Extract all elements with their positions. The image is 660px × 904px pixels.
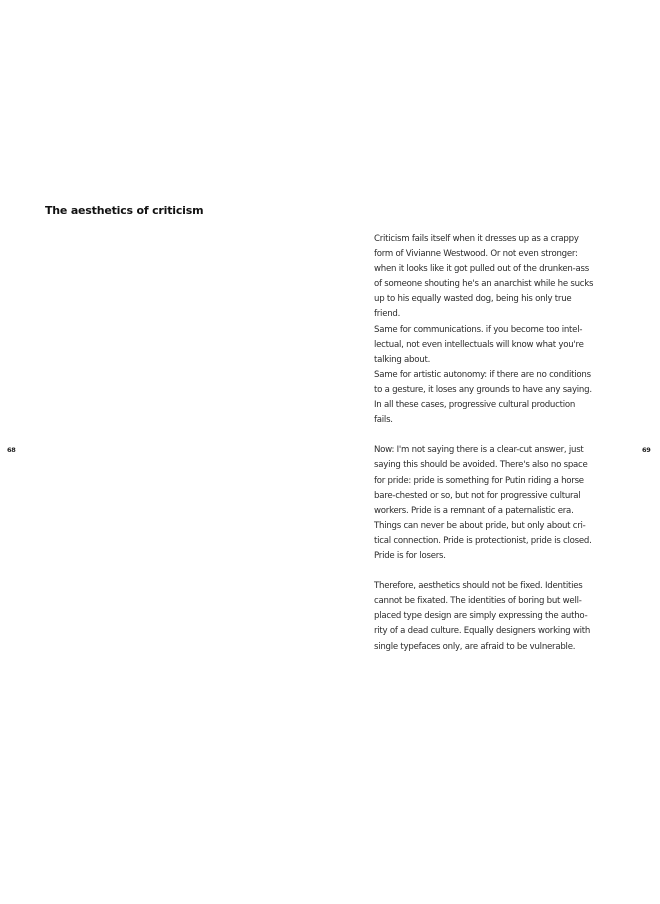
text-line: Same for artistic autonomy: if there are no conditions bbox=[374, 369, 591, 380]
text-line: Now: I'm not saying there is a clear-cut answer, just bbox=[374, 445, 584, 456]
body-text bbox=[374, 232, 620, 655]
text-line: of someone shouting he's an anarchist while he sucks bbox=[374, 279, 594, 290]
text-line: when it looks like it got pulled out of the drunken-ass bbox=[374, 264, 589, 275]
text-line: Same for communications. if you become too intel- bbox=[374, 324, 583, 335]
text-line: In all these cases, progressive cultural production bbox=[374, 400, 576, 411]
text-line: Criticism fails itself when it dresses up as a crappy bbox=[374, 234, 579, 244]
text-line: form of Vivianne Westwood. Or not even stronger: bbox=[374, 249, 578, 260]
text-line: up to his equally wasted dog, being his only true bbox=[374, 294, 572, 305]
text-line: rity of a dead culture. Equally designers working with bbox=[374, 626, 591, 637]
paragraph-1 bbox=[374, 232, 620, 428]
text-line: placed type design are simply expressing the autho- bbox=[374, 611, 588, 622]
text-line: talking about. bbox=[374, 354, 431, 365]
text-line: friend. bbox=[374, 309, 401, 320]
text-line: to a gesture, it loses any grounds to have any saying. bbox=[374, 384, 592, 395]
text-line: Pride is for losers. bbox=[374, 550, 446, 561]
text-line: Therefore, aesthetics should not be fixed. Identities bbox=[374, 581, 583, 592]
text-line: bare-chested or so, but not for progressive cultural bbox=[374, 490, 581, 501]
section-heading: The aesthetics of criticism bbox=[45, 204, 204, 217]
text-line: single typefaces only, are afraid to be vulnerable. bbox=[374, 641, 576, 652]
text-line: for pride: pride is something for Putin riding a horse bbox=[374, 475, 584, 486]
text-line: saying this should be avoided. There's also no space bbox=[374, 460, 588, 471]
text-line: tical connection. Pride is protectionist, pride is closed. bbox=[374, 535, 592, 546]
text-line: lectual, not even intellectuals will know what you're bbox=[374, 339, 584, 350]
paragraph-gap bbox=[374, 564, 620, 579]
page-number-right: 69 bbox=[642, 446, 651, 454]
text-line: fails. bbox=[374, 415, 393, 426]
page-number-left: 68 bbox=[7, 446, 16, 454]
text-line: cannot be fixated. The identities of boring but well- bbox=[374, 596, 582, 607]
paragraph-2 bbox=[374, 443, 620, 564]
paragraph-gap bbox=[374, 428, 620, 443]
paragraph-3 bbox=[374, 579, 620, 654]
text-line: workers. Pride is a remnant of a paternalistic era. bbox=[374, 505, 574, 516]
text-line: Things can never be about pride, but only about cri- bbox=[374, 520, 586, 531]
